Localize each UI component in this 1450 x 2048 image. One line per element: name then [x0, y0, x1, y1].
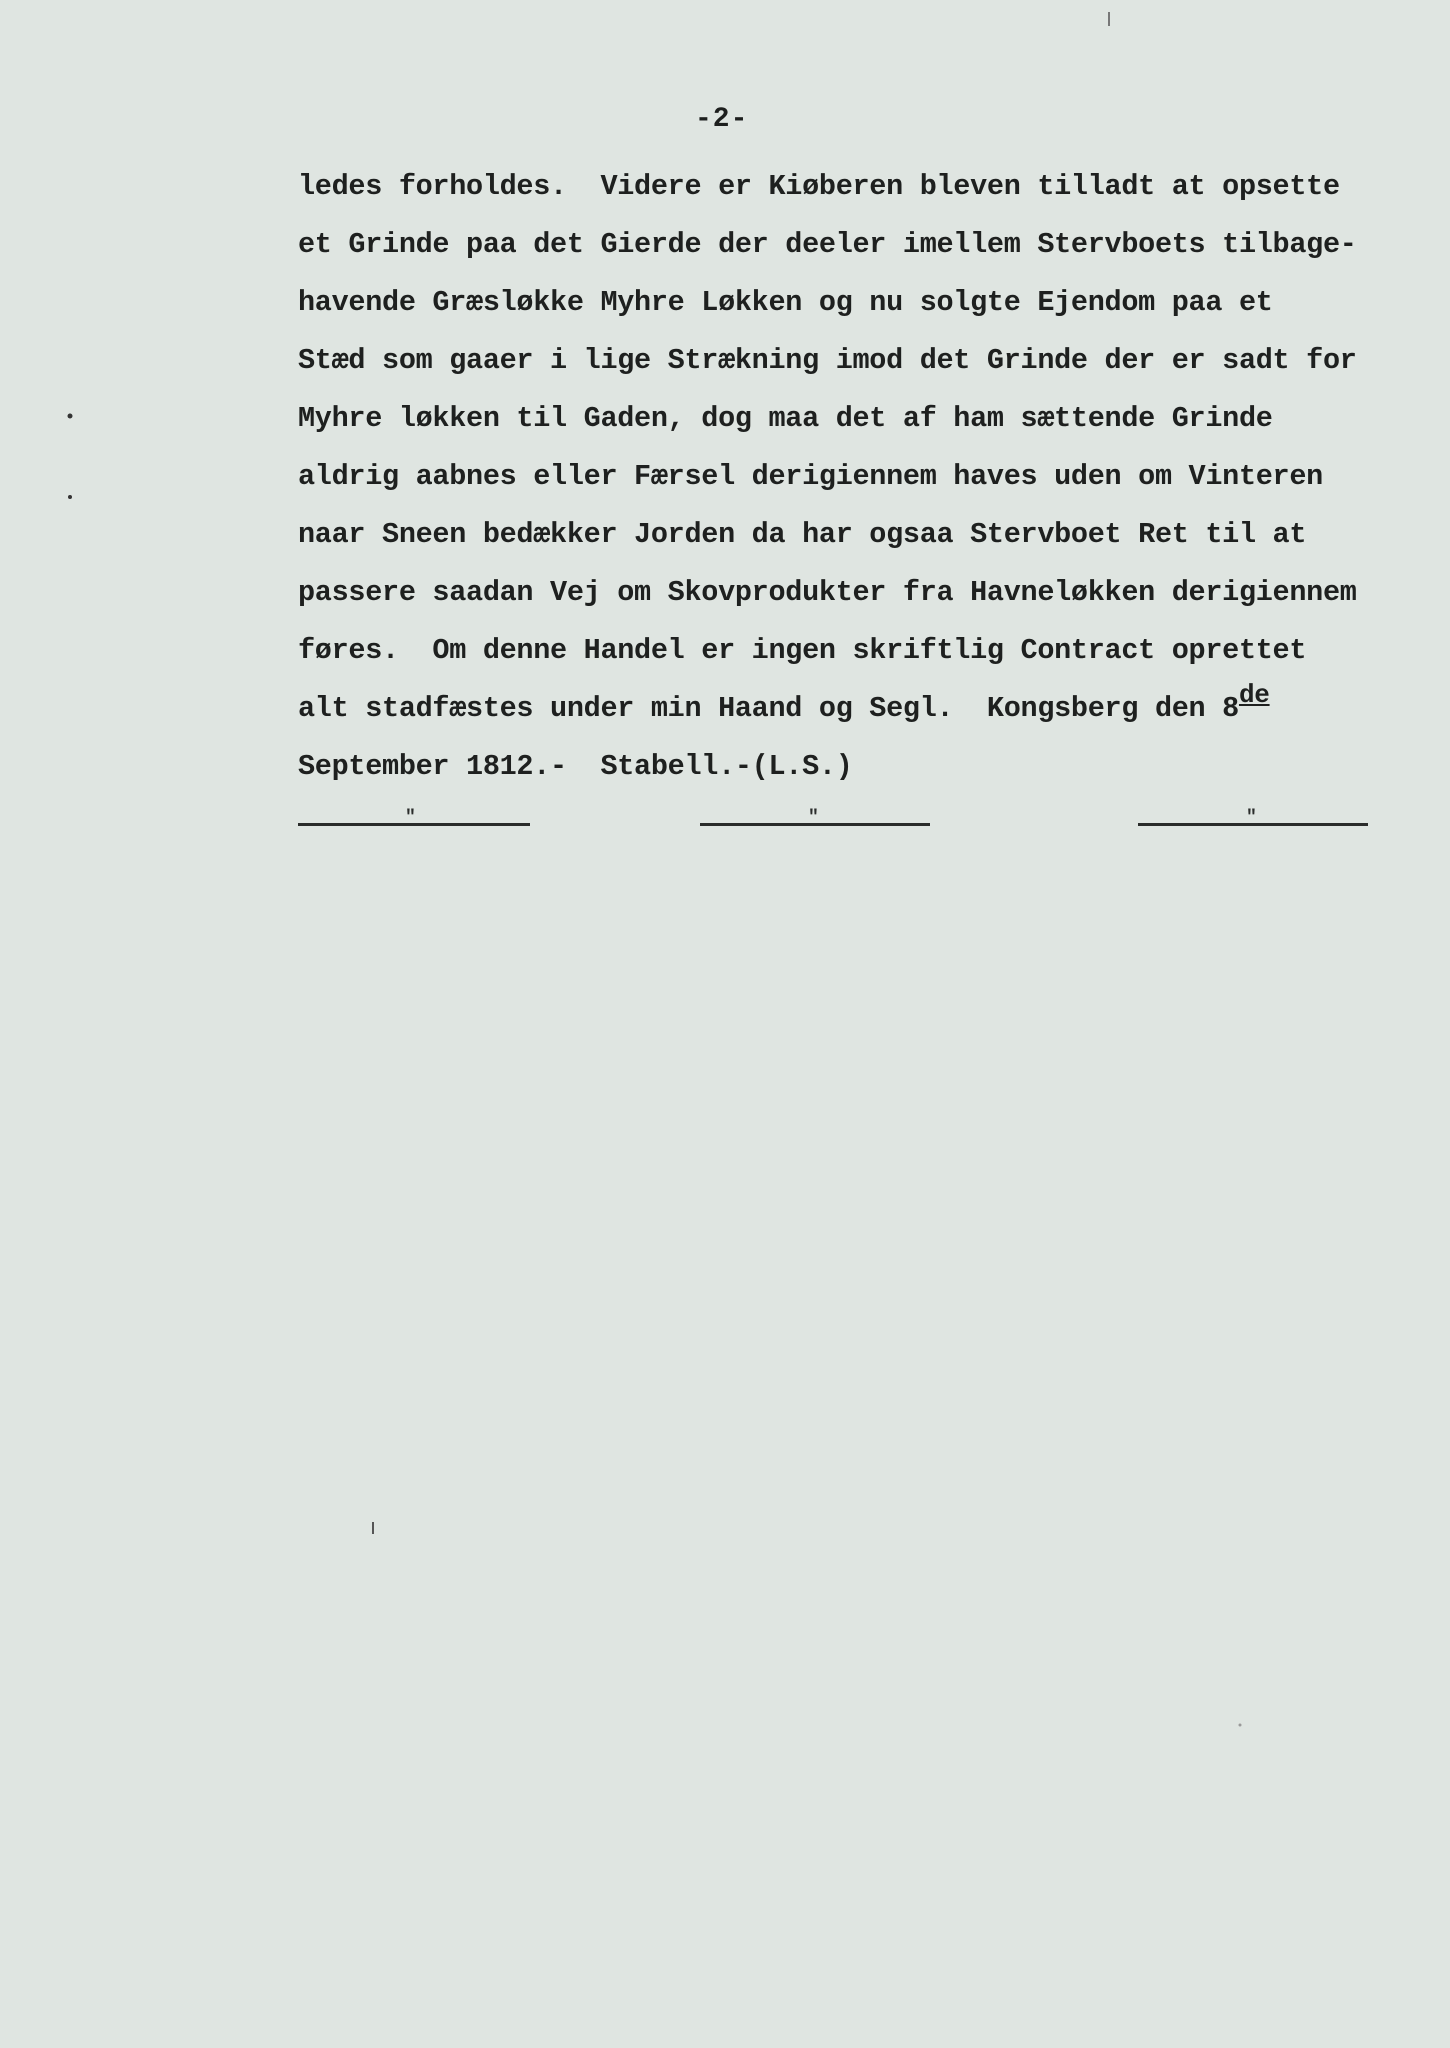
margin-speck: [1108, 12, 1110, 26]
page-number: -2-: [695, 104, 749, 135]
text-line-2: et Grinde paa det Gierde der deeler imellem Stervboets tilbage-: [298, 228, 1357, 261]
text-line-5: Myhre løkken til Gaden, dog maa det af ham sættende Grinde: [298, 402, 1273, 435]
text-line-6: aldrig aabnes eller Færsel derigiennem haves uden om Vinteren: [298, 460, 1323, 493]
date-superscript: de: [1238, 680, 1270, 710]
text-line-8: passere saadan Vej om Skovprodukter fra Havneløkken derigiennem: [298, 576, 1357, 609]
text-line-7: naar Sneen bedækker Jorden da har ogsaa Stervboet Ret til at: [298, 518, 1307, 551]
text-line-4: Stæd som gaaer i lige Strækning imod det Grinde der er sadt for: [298, 344, 1357, 377]
margin-speck: [68, 495, 72, 499]
text-line-9: føres. Om denne Handel er ingen skriftlig Contract oprettet: [298, 634, 1307, 667]
separator-mark-right: ": [1246, 808, 1257, 828]
text-line-1: ledes forholdes. Videre er Kiøberen bleven tilladt at opsette: [298, 170, 1340, 203]
text-line-3: havende Græsløkke Myhre Løkken og nu solgte Ejendom paa et: [298, 286, 1273, 319]
separator-mark-left: ": [405, 808, 416, 828]
text-line-10-main: alt stadfæstes under min Haand og Segl. Kongsberg den 8: [298, 692, 1239, 725]
margin-speck: [68, 414, 73, 419]
margin-speck: [1239, 1724, 1242, 1727]
text-line-10: [298, 680, 1418, 738]
body-text: [298, 158, 1418, 796]
separator-mark-center: ": [808, 808, 819, 828]
text-line-11: September 1812.- Stabell.-(L.S.): [298, 750, 853, 783]
margin-speck: [372, 1522, 374, 1534]
